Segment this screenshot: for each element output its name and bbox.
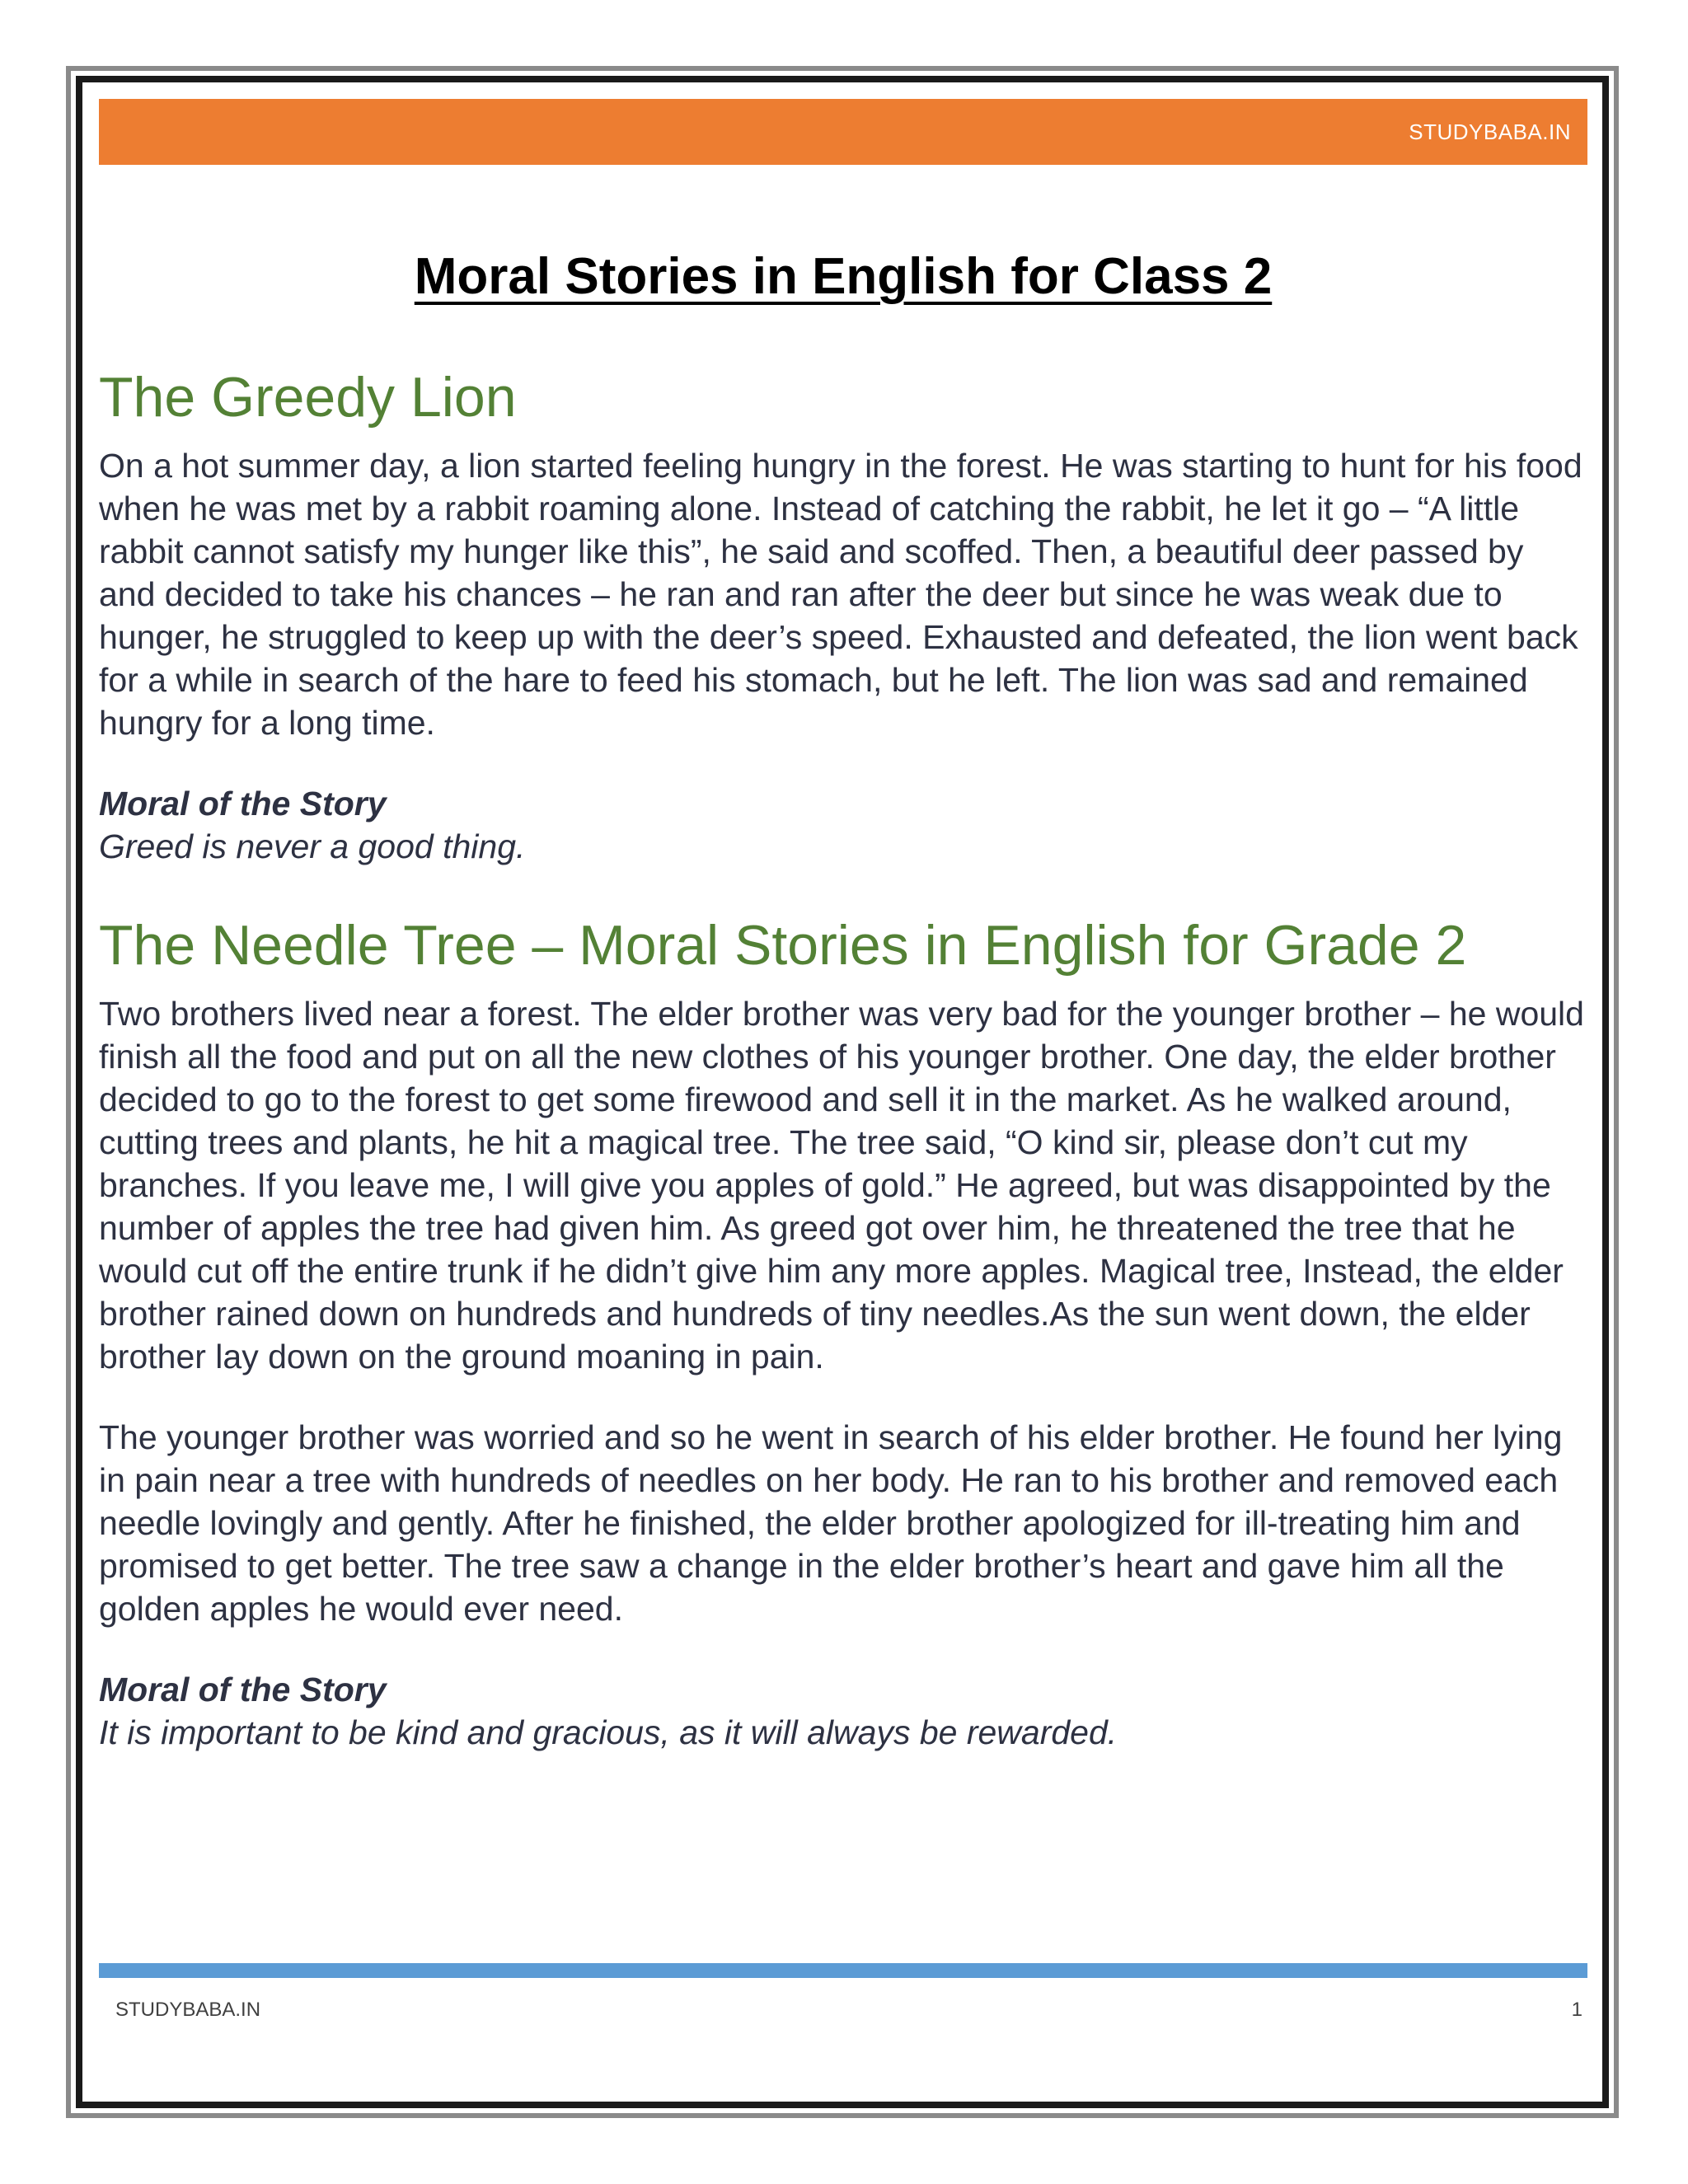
document-body [99, 363, 1587, 1754]
moral-text: It is important to be kind and gracious, as it will always be rewarded. [99, 1713, 1118, 1751]
footer-site-name: STUDYBABA.IN [115, 1999, 261, 2021]
story-needle-tree [99, 911, 1587, 1754]
story-title: The Needle Tree – Moral Stories in English for Grade 2 [99, 914, 1467, 977]
page-title [99, 247, 1587, 306]
header-bar [99, 99, 1587, 165]
story-paragraph: Two brothers lived near a forest. The elder brother was very bad for the younger brother – he would finish all the food and put on all the new clothes of his younger brother. One day, the elder brother decided to go to the forest to get some firewood and sell it in the market. As he walked around, cutting trees and plants, he hit a magical tree. The tree said, “O kind sir, please don’t cut my branches. If you leave me, I will give you apples of gold.” He agreed, but was disappointed by the number of apples the tree had given him. As greed got over him, he threatened the tree that he would cut off the entire trunk if he didn’t give him any more apples. Magical tree, Instead, the elder brother rained down on hundreds and hundreds of tiny needles.As the sun went down, the elder brother lay down on the ground moaning in pain. [99, 995, 1584, 1376]
page-title-text: Moral Stories in English for Class 2 [414, 248, 1273, 305]
story-paragraph: The younger brother was worried and so he went in search of his elder brother. He found her lying in pain near a tree with hundreds of needles on her body. He ran to his brother and removed each needle lovingly and gently. After he finished, the elder brother apologized for ill-treating him and promised to get better. The tree saw a change in the elder brother’s heart and gave him all the golden apples he would ever need. [99, 1418, 1563, 1628]
moral-heading: Moral of the Story [99, 785, 387, 823]
story-title: The Greedy Lion [99, 366, 517, 429]
story-greedy-lion [99, 363, 1587, 868]
moral-text: Greed is never a good thing. [99, 827, 526, 865]
page-number: 1 [1571, 1999, 1582, 2021]
footer-bar [99, 1963, 1587, 1978]
moral-heading: Moral of the Story [99, 1671, 387, 1708]
header-site-name: STUDYBABA.IN [1409, 120, 1571, 144]
story-paragraph: On a hot summer day, a lion started feeling hungry in the forest. He was starting to hunt for his food when he was met by a rabbit roaming alone. Instead of catching the rabbit, he let it go – “A little rabbit cannot satisfy my hunger like this”, he said and scoffed. Then, a beautiful deer passed by and decided to take his chances – he ran and ran after the deer but since he was weak due to hunger, he struggled to keep up with the deer’s speed. Exhausted and defeated, the lion went back for a while in search of the hare to feed his stomach, but he left. The lion was sad and remained hungry for a long time. [99, 447, 1582, 742]
